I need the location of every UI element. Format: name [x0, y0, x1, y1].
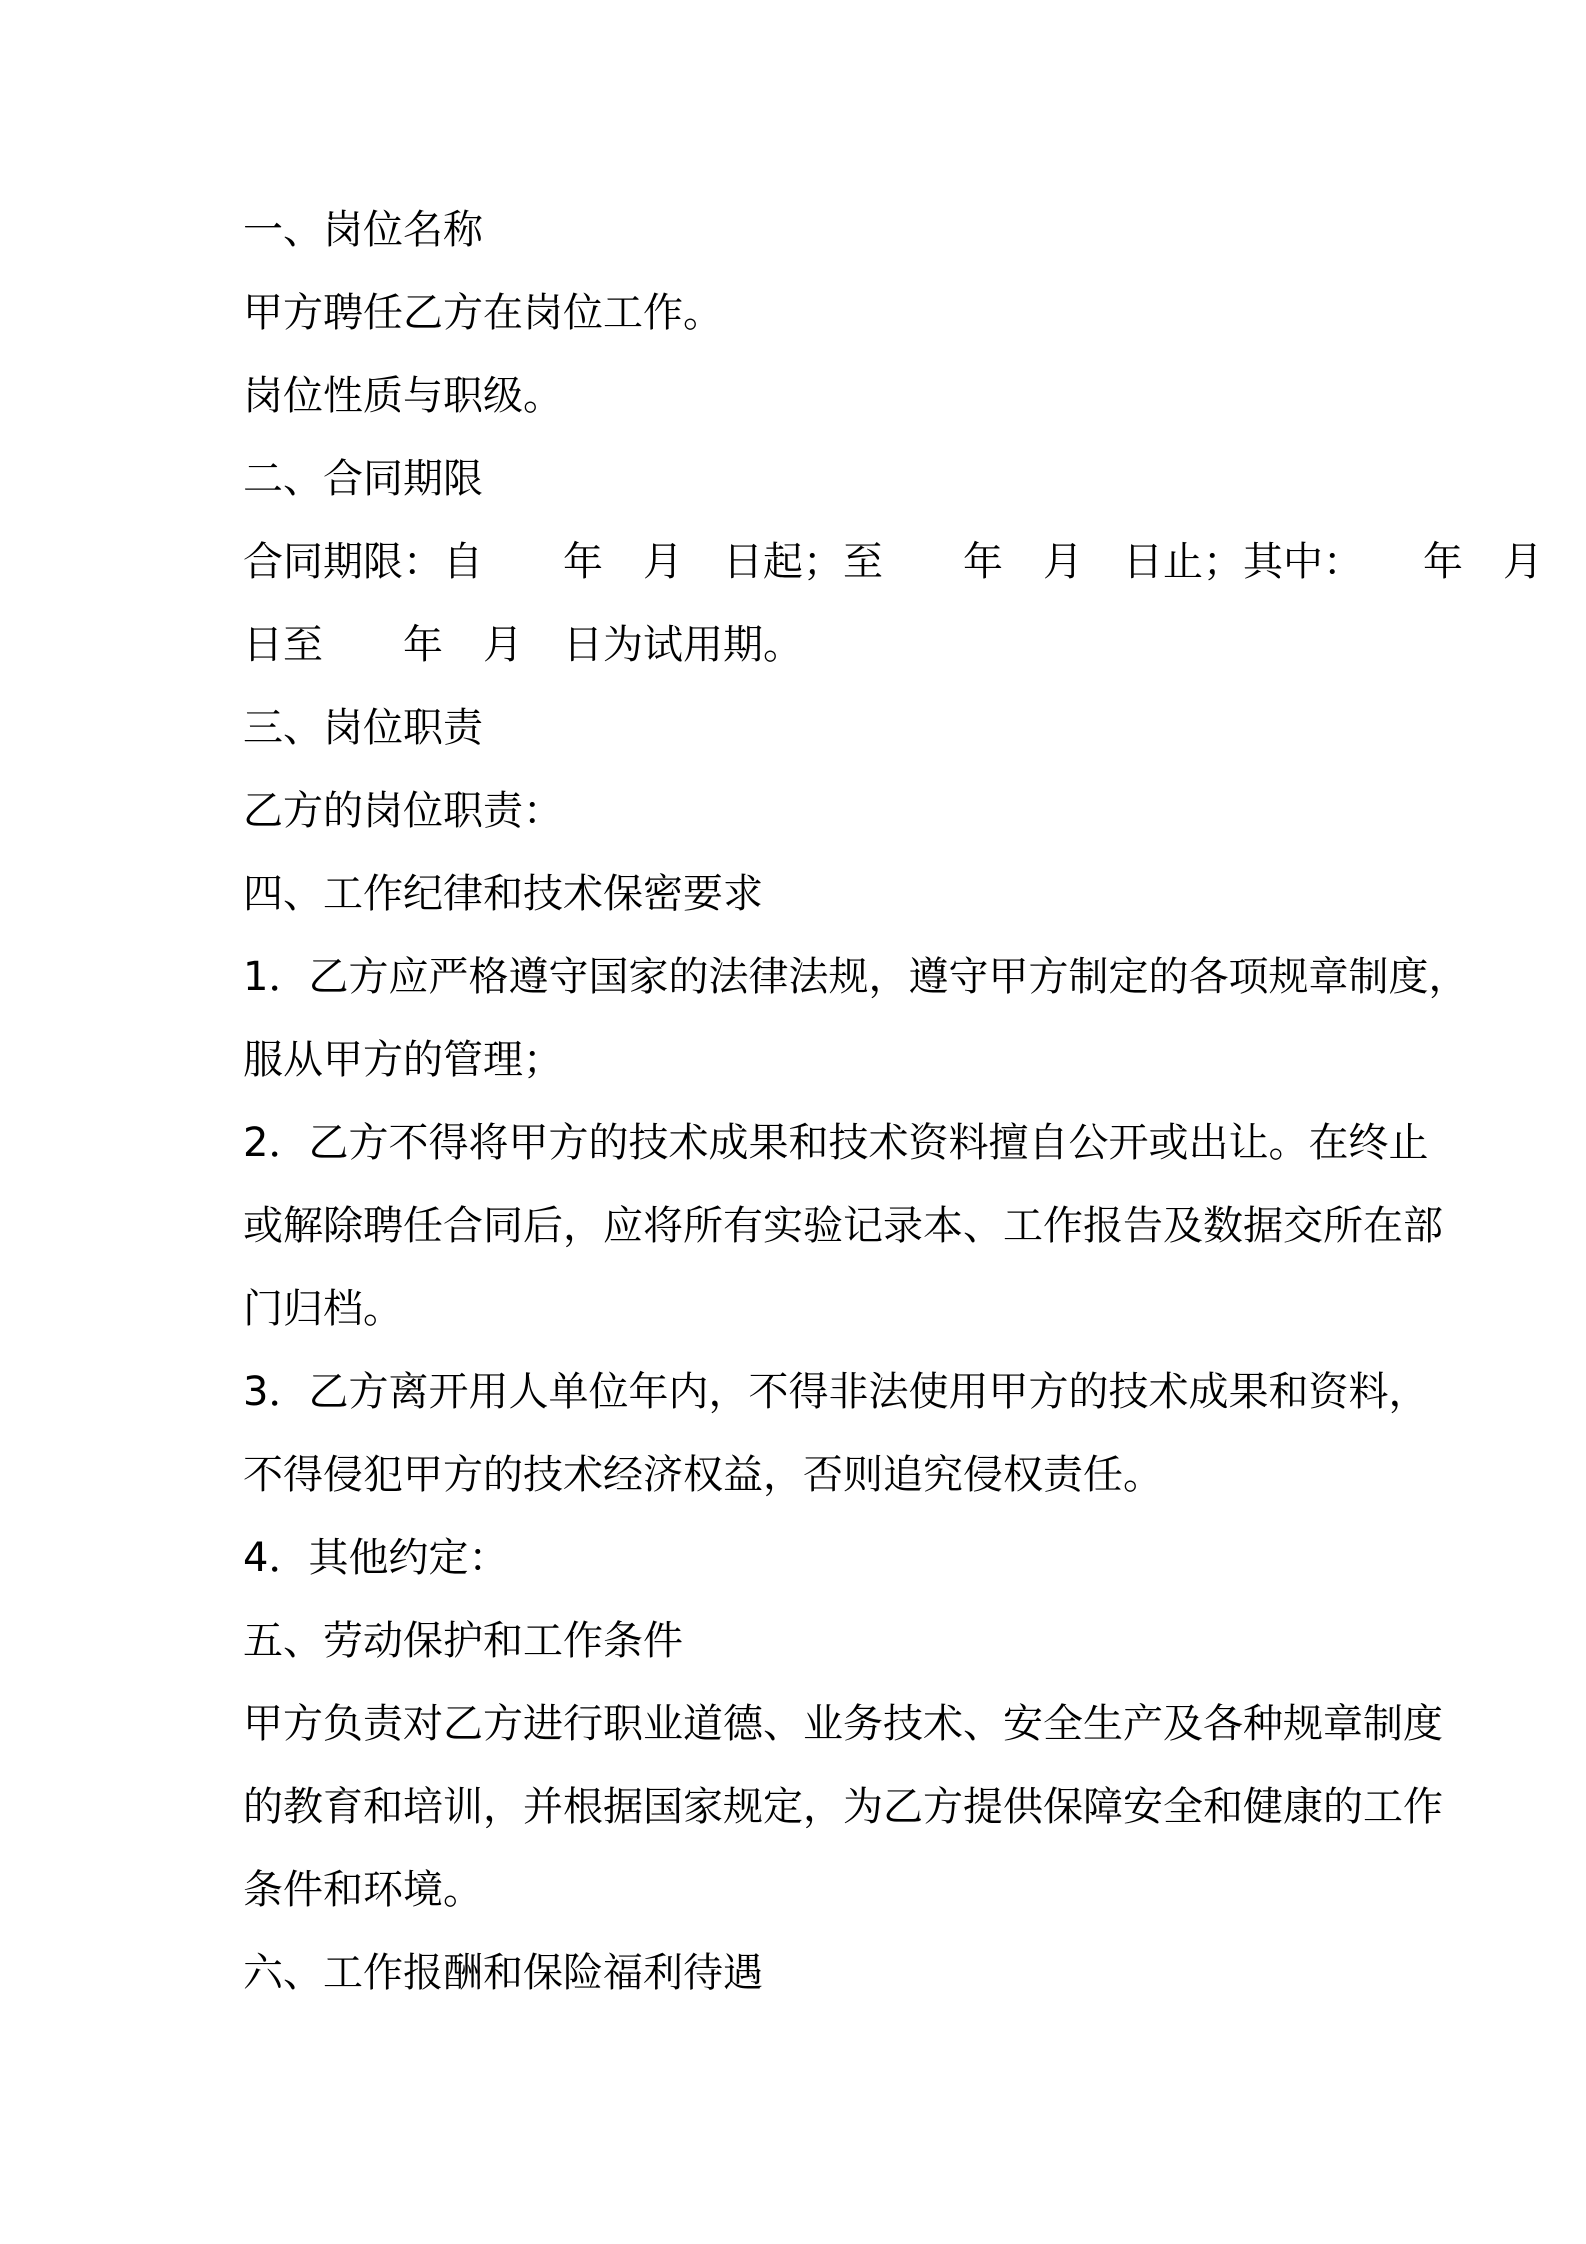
paragraph-line: 甲方聘任乙方在岗位工作。: [243, 290, 723, 336]
section-heading-4: 四、工作纪律和技术保密要求: [243, 871, 763, 917]
paragraph-line: 不得侵犯甲方的技术经济权益，否则追究侵权责任。: [243, 1452, 1163, 1498]
paragraph-line: 乙方的岗位职责：: [243, 788, 563, 834]
section-heading-6: 六、工作报酬和保险福利待遇: [243, 1950, 763, 1996]
section-heading-2: 二、合同期限: [243, 456, 483, 502]
section-heading-1: 一、岗位名称: [243, 207, 483, 253]
paragraph-line: 或解除聘任合同后，应将所有实验记录本、工作报告及数据交所在部: [243, 1203, 1443, 1249]
paragraph-line: 2．乙方不得将甲方的技术成果和技术资料擅自公开或出让。在终止: [243, 1120, 1429, 1166]
paragraph-line: 1．乙方应严格遵守国家的法律法规，遵守甲方制定的各项规章制度，: [243, 954, 1469, 1000]
paragraph-line: 岗位性质与职级。: [243, 373, 563, 419]
paragraph-line: 合同期限：自 年 月 日起；至 年 月 日止；其中： 年 月: [243, 539, 1543, 585]
section-heading-3: 三、岗位职责: [243, 705, 483, 751]
paragraph-line: 日至 年 月 日为试用期。: [243, 622, 803, 668]
paragraph-line: 4．其他约定：: [243, 1535, 509, 1581]
paragraph-line: 的教育和培训，并根据国家规定，为乙方提供保障安全和健康的工作: [243, 1784, 1443, 1830]
paragraph-line: 服从甲方的管理；: [243, 1037, 563, 1083]
paragraph-line: 门归档。: [243, 1286, 403, 1332]
paragraph-line: 3．乙方离开用人单位年内，不得非法使用甲方的技术成果和资料，: [243, 1369, 1429, 1415]
paragraph-line: 甲方负责对乙方进行职业道德、业务技术、安全生产及各种规章制度: [243, 1701, 1443, 1747]
section-heading-5: 五、劳动保护和工作条件: [243, 1618, 683, 1664]
paragraph-line: 条件和环境。: [243, 1867, 483, 1913]
